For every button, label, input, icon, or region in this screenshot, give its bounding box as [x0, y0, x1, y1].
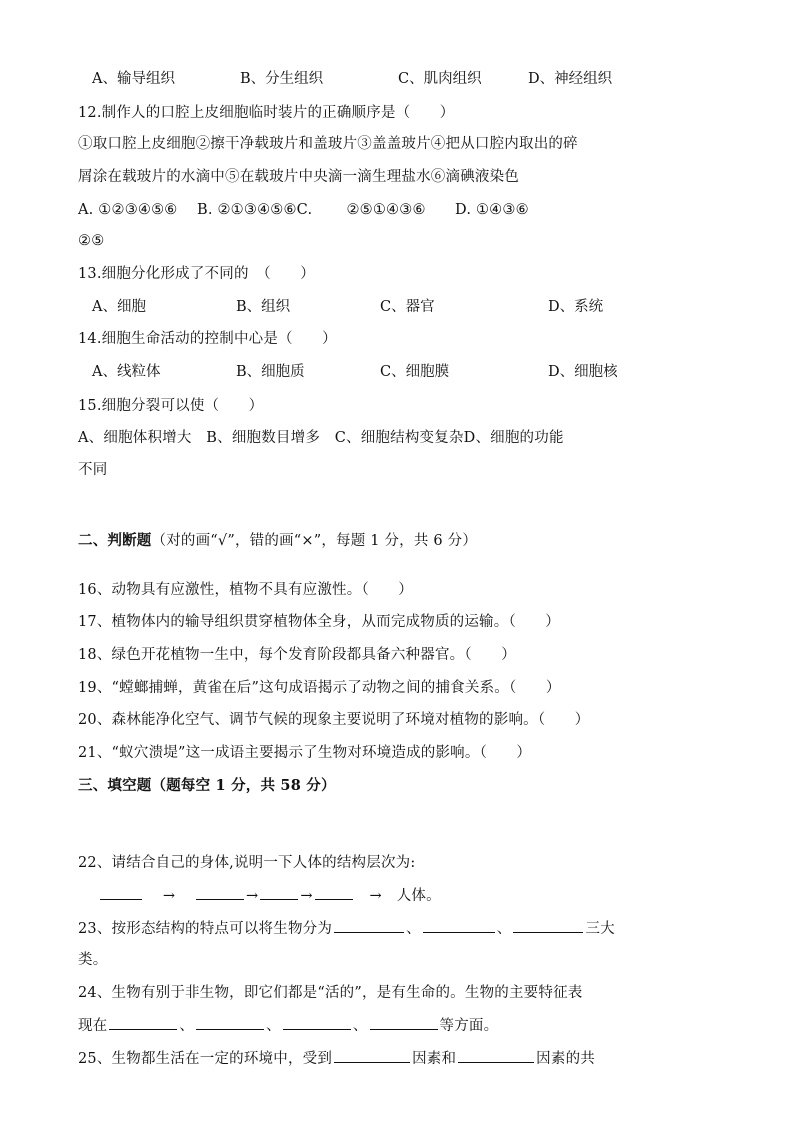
q24-blank-3[interactable] — [283, 1015, 351, 1030]
q22-answer-row — [98, 885, 441, 906]
q22-blank-2[interactable] — [196, 885, 244, 900]
q13-option-a: A、细胞 — [92, 299, 146, 315]
q13-option-b: B、组织 — [236, 299, 291, 315]
q24-sep: 、 — [352, 1018, 368, 1034]
q12-stem: 12.制作人的口腔上皮细胞临时装片的正确顺序是（ ） — [78, 105, 455, 121]
q15-options: A、细胞体积增大 B、细胞数目增多 C、细胞结构变复杂D、细胞的功能 — [78, 430, 564, 446]
q12-line1: ①取口腔上皮细胞②擦干净载玻片和盖玻片③盖盖玻片④把从口腔内取出的碎 — [78, 136, 578, 152]
q25-suffix: 因素的共 — [536, 1051, 595, 1067]
q24-sep: 、 — [266, 1018, 281, 1034]
q23-sep: 、 — [496, 921, 512, 937]
q15-options-wrap: 不同 — [78, 462, 108, 478]
judge-item-17: 17、植物体内的输导组织贯穿植物体全身，从而完成物质的运输。（ ） — [78, 614, 560, 630]
q24-prefix: 现在 — [78, 1018, 108, 1034]
q13-option-d: D、系统 — [548, 299, 604, 315]
arrow-icon: → — [245, 888, 259, 904]
judge-item-20: 20、森林能净化空气、调节气候的现象主要说明了环境对植物的影响。（ ） — [78, 712, 590, 728]
q25-blank-1[interactable] — [334, 1048, 410, 1063]
q14-option-c: C、细胞膜 — [380, 364, 450, 380]
q14-option-d: D、细胞核 — [548, 364, 618, 380]
section-2-title: 二、判断题 — [78, 532, 152, 549]
arrow-icon: → — [369, 888, 382, 904]
q15-stem: 15.细胞分裂可以使（ ） — [78, 398, 264, 414]
q11-option-a: A、输导组织 — [92, 71, 175, 87]
q24-blank-4[interactable] — [370, 1015, 438, 1030]
q25-prefix: 25、生物都生活在一定的环境中，受到 — [78, 1051, 333, 1067]
judge-item-21: 21、“蚁穴溃堤”这一成语主要揭示了生物对环境造成的影响。（ ） — [78, 745, 532, 761]
q23-line — [78, 918, 615, 939]
q24-suffix: 等方面。 — [439, 1018, 499, 1034]
q14-option-a: A、线粒体 — [92, 364, 161, 380]
arrow-icon: → — [300, 888, 313, 904]
judge-item-16: 16、动物具有应激性，植物不具有应激性。（ ） — [78, 582, 413, 598]
q12-options: A. ①②③④⑤⑥ B. ②①③④⑤⑥C. ②⑤①④③⑥ D. ①④③⑥ — [78, 202, 529, 218]
q22-stem: 22、请结合自己的身体,说明一下人体的结构层次为: — [78, 855, 416, 871]
q23-wrap: 类。 — [78, 952, 108, 968]
judge-item-19: 19、“螳螂捕蝉，黄雀在后”这句成语揭示了动物之间的捕食关系。（ ） — [78, 680, 561, 696]
q23-sep: 、 — [406, 921, 421, 937]
q25-blank-2[interactable] — [458, 1048, 534, 1063]
q12-line2: 屑涂在载玻片的水滴中⑤在载玻片中央滴一滴生理盐水⑥滴碘液染色 — [78, 169, 519, 185]
q11-option-b: B、分生组织 — [240, 71, 324, 87]
q23-blank-2[interactable] — [423, 918, 495, 933]
q22-blank-1[interactable] — [100, 885, 142, 900]
q22-blank-4[interactable] — [315, 885, 353, 900]
q25-line — [78, 1048, 595, 1069]
q11-option-d: D、神经组织 — [528, 71, 613, 87]
q13-option-c: C、器官 — [380, 299, 435, 315]
q22-end: 人体。 — [396, 888, 441, 904]
q24-blank-1[interactable] — [109, 1015, 177, 1030]
section-2-heading — [78, 531, 477, 551]
section-3-title: 三、填空题（题每空 1 分，共 58 分） — [78, 777, 336, 794]
q12-options-wrap: ②⑤ — [78, 233, 105, 249]
q23-prefix: 23、按形态结构的特点可以将生物分为 — [78, 921, 333, 937]
q14-option-b: B、细胞质 — [236, 364, 305, 380]
q22-blank-3[interactable] — [260, 885, 298, 900]
q13-stem: 13.细胞分化形成了不同的 （ ） — [78, 266, 315, 282]
q11-option-c: C、肌肉组织 — [398, 71, 482, 87]
judge-item-18: 18、绿色开花植物一生中，每个发育阶段都具备六种器官。（ ） — [78, 647, 516, 663]
q23-blank-3[interactable] — [513, 918, 583, 933]
q24-line2 — [78, 1015, 498, 1036]
q23-blank-1[interactable] — [334, 918, 404, 933]
q24-sep: 、 — [179, 1018, 195, 1034]
q24-blank-2[interactable] — [196, 1015, 264, 1030]
q14-stem: 14.细胞生命活动的控制中心是（ ） — [78, 331, 337, 347]
q23-suffix: 三大 — [585, 921, 615, 937]
section-2-note: （对的画“√”，错的画“×”，每题 1 分，共 6 分） — [151, 533, 478, 549]
arrow-icon: → — [162, 888, 176, 904]
q24-line1: 24、生物有别于非生物，即它们都是“活的”，是有生命的。生物的主要特征表 — [78, 985, 583, 1001]
q25-mid: 因素和 — [412, 1051, 457, 1067]
